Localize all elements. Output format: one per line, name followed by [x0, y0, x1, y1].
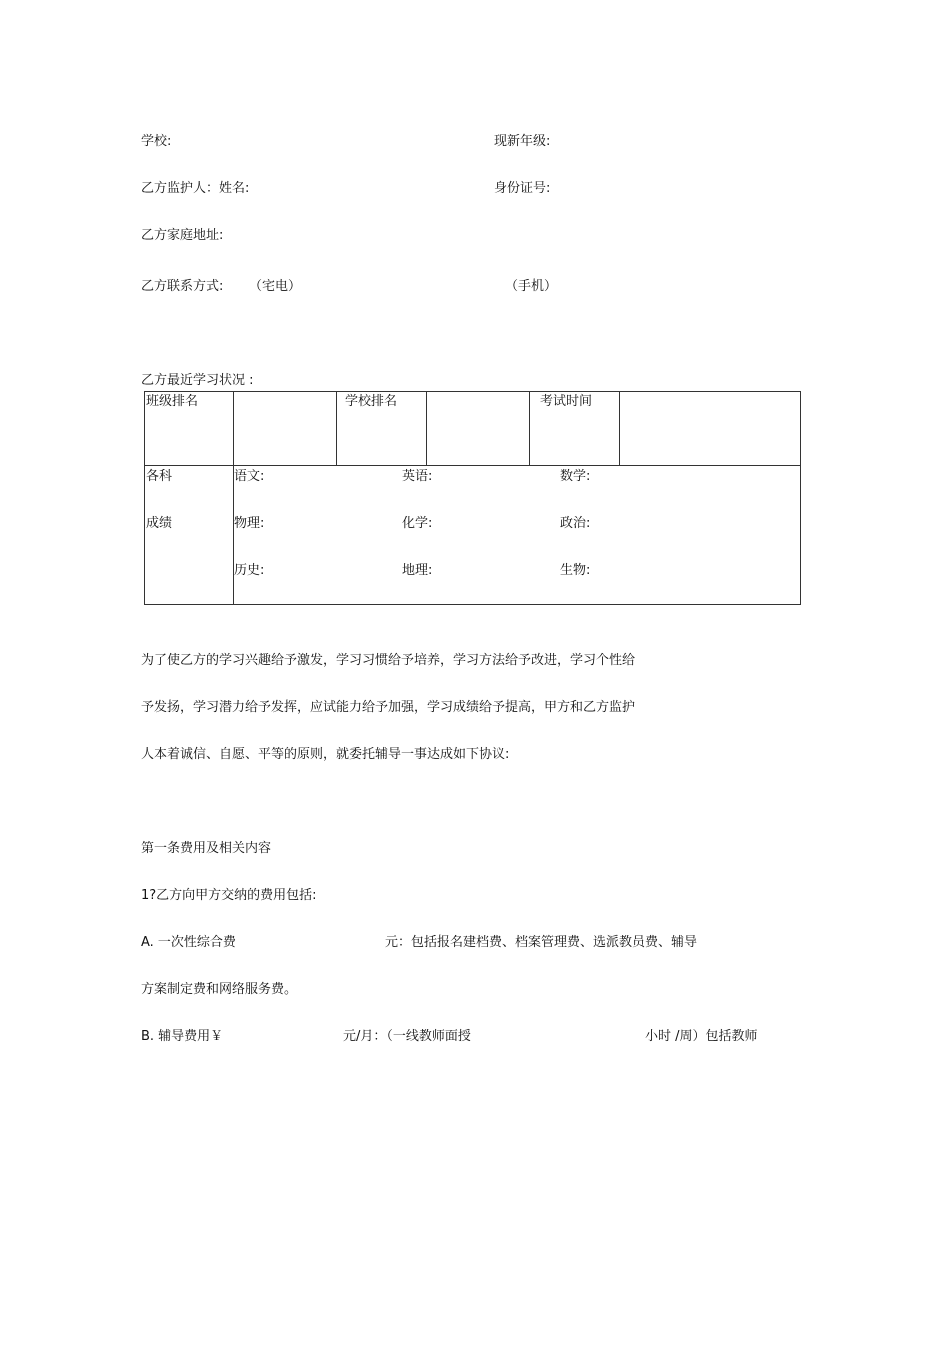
physics-label: 物理: [234, 516, 265, 531]
grade-label: 现新年级: [494, 134, 551, 149]
school-rank-label: 学校排名 [337, 392, 427, 466]
exam-time-label: 考试时间 [530, 392, 620, 466]
history-label: 历史: [234, 563, 265, 578]
biology-label: 生物: [560, 563, 591, 578]
article1-item1: 1?乙方向甲方交纳的费用包括: [141, 888, 317, 903]
chemistry-label: 化学: [402, 516, 433, 531]
home-address-label: 乙方家庭地址: [141, 228, 224, 243]
politics-label: 政治: [560, 516, 591, 531]
fee-a-label: A. 一次性综合费 [141, 935, 236, 950]
school-rank-value [427, 392, 530, 466]
class-rank-label: 班级排名 [145, 392, 234, 466]
article1-title: 第一条费用及相关内容 [141, 841, 272, 856]
subjects-line2: 成绩 [146, 516, 173, 531]
geography-label: 地理: [402, 563, 433, 578]
fee-a-text: 元：包括报名建档费、档案管理费、选派教员费、辅导 [385, 935, 698, 950]
fee-b-end: 小时 /周）包括教师 [645, 1029, 758, 1044]
fee-a-continuation: 方案制定费和网络服务费。 [141, 982, 298, 997]
study-status-title: 乙方最近学习状况 : [141, 373, 254, 388]
home-phone-label: （宅电） [249, 279, 302, 294]
subjects-line1: 各科 [146, 469, 173, 484]
intro-line3: 人本着诚信、自愿、平等的原则，就委托辅导一事达成如下协议: [141, 747, 510, 762]
class-rank-value [234, 392, 337, 466]
subject-grades-cell [234, 466, 801, 605]
chinese-label: 语文: [234, 469, 265, 484]
intro-line2: 予发扬，学习潜力给予发挥，应试能力给予加强，学习成绩给予提高，甲方和乙方监护 [141, 700, 636, 715]
subject-grades-label [145, 466, 234, 605]
fee-b-label: B. 辅导费用￥ [141, 1029, 224, 1044]
intro-line1: 为了使乙方的学习兴趣给予激发，学习习惯给予培养，学习方法给予改进，学习个性给 [141, 653, 636, 668]
math-label: 数学: [560, 469, 591, 484]
school-label: 学校: [141, 134, 172, 149]
guardian-name-label: 乙方监护人：姓名: [141, 181, 250, 196]
english-label: 英语: [402, 469, 433, 484]
fee-b-mid: 元/月：（一线教师面授 [343, 1029, 471, 1044]
exam-time-value [620, 392, 801, 466]
mobile-label: （手机） [505, 279, 558, 294]
contact-label: 乙方联系方式: [141, 279, 224, 294]
study-status-table [144, 391, 801, 605]
id-number-label: 身份证号: [494, 181, 551, 196]
